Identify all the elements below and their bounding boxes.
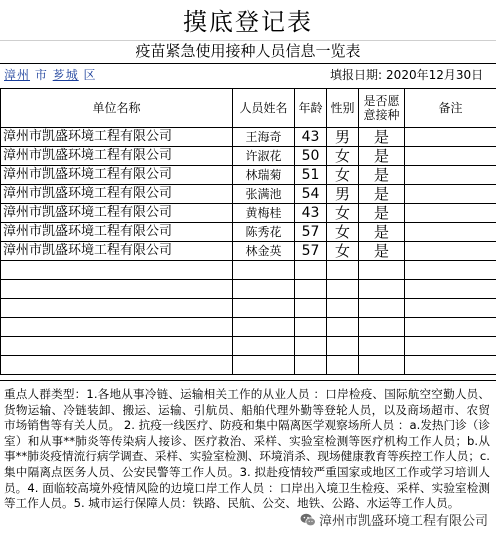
cell-gender: 女 [327, 223, 359, 242]
header-gender: 性别 [327, 89, 359, 128]
cell-unit [1, 318, 233, 337]
header-name: 人员姓名 [233, 89, 295, 128]
empty-table-row [1, 356, 496, 375]
cell-name [233, 318, 295, 337]
cell-gender [327, 280, 359, 299]
cell-age [295, 356, 327, 375]
cell-age: 57 [295, 223, 327, 242]
cell-unit: 漳州市凯盛环境工程有限公司 [1, 166, 233, 185]
cell-gender: 女 [327, 204, 359, 223]
region-district: 芗城 [52, 68, 79, 82]
cell-willing: 是 [359, 185, 405, 204]
cell-willing: 是 [359, 204, 405, 223]
header-willing-line1: 是否愿 [363, 94, 400, 108]
cell-unit: 漳州市凯盛环境工程有限公司 [1, 242, 233, 261]
cell-gender [327, 261, 359, 280]
cell-remark [405, 318, 496, 337]
fill-date-label: 填报日期: [330, 68, 383, 82]
table-row [1, 128, 496, 147]
empty-table-row [1, 261, 496, 280]
region-city: 漳州 [4, 68, 31, 82]
table-row [1, 147, 496, 166]
cell-remark [405, 242, 496, 261]
fill-date [330, 66, 483, 84]
cell-name [233, 337, 295, 356]
cell-name: 张满池 [233, 185, 295, 204]
cell-unit [1, 299, 233, 318]
cell-gender [327, 318, 359, 337]
header-age: 年龄 [295, 89, 327, 128]
document-subtitle: 疫苗紧急使用接种人员信息一览表 [135, 42, 361, 60]
cell-age [295, 299, 327, 318]
cell-gender: 男 [327, 185, 359, 204]
cell-willing: 是 [359, 166, 405, 185]
cell-remark [405, 185, 496, 204]
header-remark: 备注 [405, 89, 496, 128]
cell-unit: 漳州市凯盛环境工程有限公司 [1, 204, 233, 223]
header-willing [359, 89, 405, 128]
cell-willing: 是 [359, 147, 405, 166]
cell-remark [405, 299, 496, 318]
cell-willing [359, 337, 405, 356]
cell-unit [1, 337, 233, 356]
notes-text: 重点人群类型：1.各地从事冷链、运输相关工作的从业人员 ：口岸检疫、国际航空空勤人员、货物运输、冷链装卸、搬运、运输、引航员、船舶代理外勤等登轮人员，以及商场超市、农贸市场销售等有关人员。 2. 抗疫一线医疗、防疫和集中隔离医学观察场所人员 ：a.发热门诊（诊室）和从事**肺炎等传染病人接诊、医疗救治、采样、实验室检测等医疗机构工作人员；b.从事**肺炎疫情流行病学调查、采样、实验室检测、环境消杀、现场健康教育等疾控工作人员；c.集中隔离点医务人员、公安民警等工作人员。3. 拟赴疫情较严重国家或地区工作或学习培训人员。4. 面临较高境外疫情风险的边境口岸工作人员 ：口岸出入境卫生检疫、采样、实验室检测等工作人员。5. 城市运行保障人员：铁路、民航、公交、地铁、公路、水运等工作人员。 [4, 387, 490, 511]
cell-age [295, 261, 327, 280]
cell-gender [327, 299, 359, 318]
cell-age [295, 280, 327, 299]
cell-age [295, 318, 327, 337]
cell-unit: 漳州市凯盛环境工程有限公司 [1, 223, 233, 242]
cell-age: 57 [295, 242, 327, 261]
cell-unit: 漳州市凯盛环境工程有限公司 [1, 185, 233, 204]
cell-willing: 是 [359, 128, 405, 147]
empty-table-row [1, 337, 496, 356]
watermark-text: 漳州市凯盛环境工程有限公司 [318, 514, 488, 529]
header-willing-line2: 意接种 [363, 108, 400, 122]
cell-willing [359, 356, 405, 375]
table-body [1, 128, 496, 375]
region-district-unit: 区 [83, 68, 97, 82]
cell-name [233, 299, 295, 318]
cell-name [233, 261, 295, 280]
cell-unit [1, 356, 233, 375]
cell-unit: 漳州市凯盛环境工程有限公司 [1, 128, 233, 147]
fill-date-value: 2020年12月30日 [386, 68, 484, 82]
divider [0, 63, 496, 64]
table-row [1, 223, 496, 242]
table-row [1, 166, 496, 185]
cell-willing [359, 280, 405, 299]
cell-willing [359, 318, 405, 337]
cell-unit [1, 280, 233, 299]
personnel-table [0, 88, 496, 375]
table-row [1, 242, 496, 261]
empty-table-row [1, 280, 496, 299]
cell-age: 43 [295, 128, 327, 147]
cell-willing [359, 261, 405, 280]
region-city-unit: 市 [34, 68, 48, 82]
cell-remark [405, 147, 496, 166]
empty-table-row [1, 299, 496, 318]
cell-age: 43 [295, 204, 327, 223]
cell-willing: 是 [359, 223, 405, 242]
cell-name: 王海奇 [233, 128, 295, 147]
cell-gender: 男 [327, 128, 359, 147]
cell-name [233, 280, 295, 299]
cell-remark [405, 337, 496, 356]
document-title: 摸底登记表 [183, 8, 313, 36]
cell-remark [405, 204, 496, 223]
cell-name: 许淑花 [233, 147, 295, 166]
cell-gender: 女 [327, 147, 359, 166]
watermark [296, 512, 488, 532]
cell-age: 50 [295, 147, 327, 166]
cell-remark [405, 128, 496, 147]
cell-gender: 女 [327, 166, 359, 185]
table-header-row [1, 89, 496, 128]
cell-gender [327, 337, 359, 356]
divider [0, 40, 496, 41]
cell-name: 黄梅桂 [233, 204, 295, 223]
region-line [4, 66, 97, 84]
cell-age [295, 337, 327, 356]
cell-gender [327, 356, 359, 375]
cell-remark [405, 261, 496, 280]
wechat-icon [300, 512, 316, 528]
cell-willing [359, 299, 405, 318]
cell-name: 陈秀花 [233, 223, 295, 242]
cell-unit: 漳州市凯盛环境工程有限公司 [1, 147, 233, 166]
header-unit: 单位名称 [1, 89, 233, 128]
cell-name: 林瑞菊 [233, 166, 295, 185]
table-row [1, 185, 496, 204]
cell-age: 54 [295, 185, 327, 204]
cell-remark [405, 166, 496, 185]
cell-remark [405, 356, 496, 375]
cell-name: 林金英 [233, 242, 295, 261]
cell-name [233, 356, 295, 375]
cell-willing: 是 [359, 242, 405, 261]
empty-table-row [1, 318, 496, 337]
table-row [1, 204, 496, 223]
cell-remark [405, 223, 496, 242]
cell-age: 51 [295, 166, 327, 185]
cell-unit [1, 261, 233, 280]
cell-gender: 女 [327, 242, 359, 261]
cell-remark [405, 280, 496, 299]
